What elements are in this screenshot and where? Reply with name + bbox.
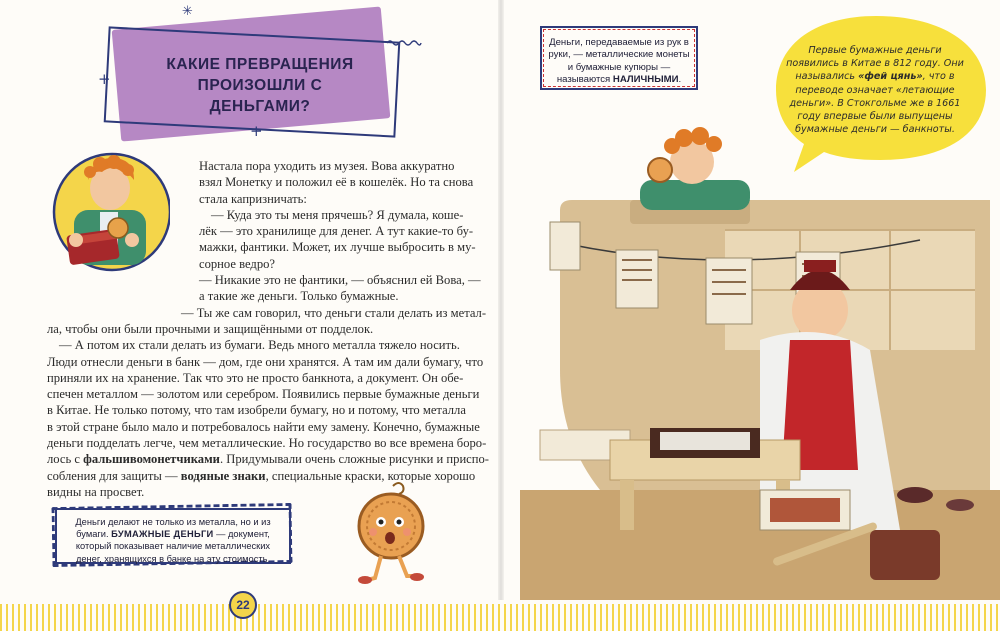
note-text-part: . [678, 74, 682, 86]
text-line: спечен металлом — золотом или серебром. Появились первые бумажные деньги [47, 387, 480, 402]
page-number: 22 [229, 591, 257, 619]
note-text [62, 516, 284, 565]
definition-note-paper-money [52, 505, 292, 565]
text-line: лёк — это хранилище для денег. А тут какие-то бу- [199, 224, 474, 239]
bubble-text-part: Первые бумажные деньги появились в Китае в 812 году. Они назывались [786, 45, 964, 83]
bubble-term: «фей цянь» [858, 71, 923, 83]
text-line: стала капризничать: [199, 191, 307, 206]
text-line: в этой стране было мало и потребовалось найти ему замену. Конечно, бумажные [47, 419, 480, 434]
text-line: — Никакие это не фантики, — объяснил ей Вова, — [199, 273, 481, 288]
chapter-title-banner [98, 4, 400, 140]
text-line: Люди отнесли деньги в банк — дом, где они хранятся. А там им дали бумагу, что [47, 354, 484, 369]
text-line: — Ты же сам говорил, что деньги стали делать из метал- [181, 305, 487, 320]
wave-icon [386, 38, 422, 48]
chapter-title [150, 54, 370, 117]
plus-icon: + [250, 122, 263, 140]
book-gutter [498, 0, 504, 600]
note-text [548, 37, 690, 87]
text-line: в Китае. Не только потому, что там изобрели бумагу, но и потому, что металла [47, 403, 466, 418]
text-line: — Куда это ты меня прячешь? Я думала, коше- [211, 207, 464, 222]
note-term: НАЛИЧНЫМИ [612, 74, 679, 86]
text-line: мажки, фантики. Может, их лучше выбросить в му- [199, 240, 476, 255]
note-text-part: Деньги делают не только из металла, но и из бумаги. [75, 517, 271, 540]
sparkle-icon: ✳ [182, 4, 193, 19]
plus-icon: + [98, 70, 111, 88]
text-line: сорное ведро? [199, 256, 275, 271]
text-line: приняли их на хранение. Так что это не просто банкнота, а документ. Он обе- [47, 370, 464, 385]
chinese-papermaker-illustration [520, 110, 1000, 600]
note-text-part: — документ, который показывает наличие металлических денег, хранящихся в банке на эту стоимость. [75, 529, 271, 564]
note-text-part: Деньги, передаваемые из рук в руки, — металлические монеты и бумажные купюры — называются [548, 37, 690, 86]
text-line: видны на просвет. [47, 484, 145, 499]
text-line: деньги подделать легче, чем металлические. Но государство во все времена борo- [47, 436, 487, 451]
note-term: БУМАЖНЫЕ ДЕНЬГИ [111, 529, 214, 540]
text-line: а такие же деньги. Только бумажные. [199, 289, 399, 304]
chapter-title-line1: КАКИЕ ПРЕВРАЩЕНИЯ [166, 56, 354, 73]
chapter-title-line2: ПРОИЗОШЛИ С ДЕНЬГАМИ? [197, 77, 323, 115]
bold-term-watermarks: водяные знаки [180, 468, 266, 483]
text-line: Настала пора уходить из музея. Вова аккуратно [199, 159, 455, 173]
text-fragment: собления для защиты — [47, 468, 181, 483]
text-line: взял Монетку и положил её в кошелёк. Но та снова [199, 175, 474, 190]
coin-character-illustration [345, 478, 435, 588]
text-line: — А потом их стали делать из бумаги. Ведь много металла тяжело носить. [59, 338, 460, 353]
text-fragment: . Придумывали очень сложные рисунки и приспо- [219, 452, 489, 467]
text-fragment: лось с [47, 452, 84, 467]
bold-term-counterfeiters: фальшивомонетчиками [83, 452, 220, 467]
text-fragment: , специальные краски, которые хорошо [265, 468, 476, 483]
bottom-stripe-border [0, 604, 1000, 631]
definition-note-cash [540, 26, 698, 90]
text-line [47, 451, 489, 467]
text-line: ла, чтобы они были прочными и защищёнными от подделок. [47, 321, 374, 336]
bubble-text-part: , что в переводе означает «летающие деньги». В Стокгольме же в 1661 году впервые были выпущены бумажные деньги — банкноты. [789, 71, 961, 136]
story-text [47, 158, 489, 500]
